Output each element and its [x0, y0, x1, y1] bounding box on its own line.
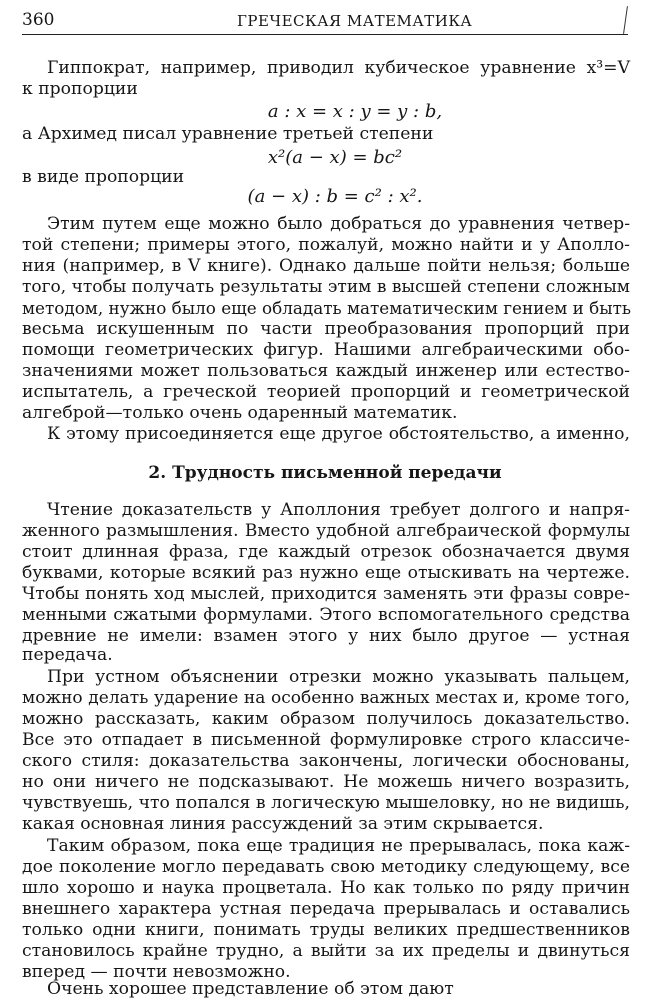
running-title: ГРЕЧЕСКАЯ МАТЕМАТИКА [237, 12, 473, 30]
text-line: но они ничего не подсказывают. Не можешь ничего возразить, [22, 772, 630, 792]
formula-proportion-2: (a − x) : b = c² : x². [247, 186, 423, 207]
text-line: того, чтобы получать результаты этим в высшей степени сложным [22, 277, 630, 297]
formula-cubic-equation: x²(a − x) = bc² [267, 147, 403, 168]
text-line: дое поколение могло передавать свою методику следующему, все [22, 857, 630, 877]
text-line: алгеброй—только очень одаренный математик. [22, 403, 458, 423]
text-line: женного размышления. Вместо удобной алгебраической формулы [22, 521, 630, 541]
text-line: помощи геометрических фигур. Нашими алгебраическими обо- [22, 340, 630, 360]
text-line: в виде пропорции [22, 167, 185, 187]
text-line: ния (например, в V книге). Однако дальше пойти нельзя; больше [22, 256, 630, 276]
text-line: испытатель, а греческой теорией пропорций и геометрической [22, 382, 630, 402]
text-line: шло хорошо и наука процветала. Но как только по ряду причин [22, 878, 630, 898]
text-line: внешнего характера устная передача прерывалась и оставались [22, 899, 630, 919]
text-line: древние не имели: взамен этого у них было другое — устная [22, 626, 630, 646]
text-line: какая основная линия рассуждений за этим скрывается. [22, 814, 544, 834]
page-header [22, 8, 628, 35]
text-line: чувствуешь, что попался в логическую мышеловку, но не видишь, [22, 793, 630, 813]
text-line: весьма искушенным по части преобразования пропорций при [22, 319, 630, 339]
text-line: Чтобы понять ход мыслей, приходится заменять эти фразы совре- [22, 584, 630, 604]
text-line: Гиппократ, например, приводил кубическое уравнение x³=V [47, 58, 630, 78]
text-line: стоит длинная фраза, где каждый отрезок обозначается двумя [22, 542, 630, 562]
text-line: Все это отпадает в письменной формулировке строго классиче- [22, 730, 630, 750]
page-number: 360 [22, 10, 55, 30]
text-line: вперед — почти невозможно. [22, 962, 291, 982]
text-line: менными сжатыми формулами. Этого вспомогательного средства [22, 605, 630, 625]
text-line: к пропорции [22, 79, 138, 99]
text-line: методом, нужно было еще обладать математическим гением и быть [22, 298, 632, 318]
text-line: буквами, которые всякий раз нужно еще отыскивать на чертеже. [22, 563, 630, 583]
text-line: Очень хорошее представление об этом дают [47, 979, 454, 999]
text-line: При устном объяснении отрезки можно указывать пальцем, [47, 667, 630, 687]
text-line: можно рассказать, каким образом получилось доказательство. [22, 709, 630, 729]
text-line: К этому присоединяется еще другое обстоятельство, а именно, [47, 424, 630, 444]
formula-proportion-1: a : x = x : y = y : b, [267, 101, 443, 122]
text-line: становилось крайне трудно, а выйти за их пределы и двинуться [22, 941, 630, 961]
text-line: той степени; примеры этого, пожалуй, можно найти и у Аполло- [22, 235, 630, 255]
text-line: ского стиля: доказательства закончены, логически обоснованы, [22, 751, 630, 771]
text-line: передача. [22, 645, 113, 665]
text-line: Этим путем еще можно было добраться до уравнения четвер- [47, 214, 630, 234]
text-line: значениями может пользоваться каждый инженер или естество- [22, 361, 630, 381]
text-line: Чтение доказательств у Аполлония требует долгого и напря- [47, 500, 630, 520]
text-line: только одни книги, понимать труды великих предшественников [22, 920, 630, 940]
text-line: Таким образом, пока еще традиция не прерывалась, пока каж- [47, 836, 630, 856]
section-heading: 2. Трудность письменной передачи [148, 463, 502, 483]
text-line: а Архимед писал уравнение третьей степени [22, 124, 434, 144]
text-line: можно делать ударение на особенно важных местах и, кроме того, [22, 688, 630, 708]
